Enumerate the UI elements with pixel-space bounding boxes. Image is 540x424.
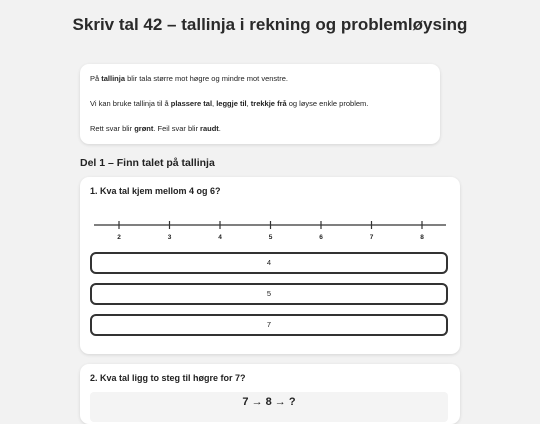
question-card-2 <box>80 364 460 424</box>
answer-option[interactable]: 5 <box>90 283 448 305</box>
intro-paragraph-2 <box>90 99 430 108</box>
intro-bold-gront: grønt <box>134 124 154 133</box>
intro-bold-plassere: plassere tal <box>170 99 213 108</box>
intro-text: . <box>218 124 221 133</box>
number-line <box>80 177 460 247</box>
intro-text: Vi kan bruke tallinja til å <box>90 99 171 108</box>
intro-bold-leggje: leggje til <box>216 99 247 108</box>
intro-text: , <box>246 99 251 108</box>
number-line-label: 2 <box>117 234 121 241</box>
number-line-label: 7 <box>369 234 374 241</box>
intro-text: , <box>212 99 217 108</box>
question-title: 1. Kva tal kjem mellom 4 og 6? <box>90 186 221 196</box>
intro-bold-raudt: raudt <box>200 124 219 133</box>
number-line-label: 3 <box>167 234 172 241</box>
number-line-label: 4 <box>218 234 222 241</box>
intro-paragraph-3 <box>90 124 430 133</box>
expression-text: 7 → 8 → ? <box>242 396 296 408</box>
number-line-label: 6 <box>319 234 323 241</box>
intro-card <box>80 64 440 144</box>
number-line-label: 5 <box>268 234 273 241</box>
intro-text: blir tala større mot høgre og mindre mot venstre. <box>125 74 289 83</box>
intro-text: . Feil svar blir <box>153 124 201 133</box>
page-title: Skriv tal 42 – tallinja i rekning og problemløysing <box>72 15 468 34</box>
section-heading: Del 1 – Finn talet på tallinja <box>80 157 215 169</box>
answer-option[interactable]: 7 <box>90 314 448 336</box>
intro-bold-tallinja: tallinja <box>101 74 126 83</box>
answer-option[interactable]: 4 <box>90 252 448 274</box>
intro-bold-trekkje: trekkje frå <box>250 99 287 108</box>
expression-box <box>90 392 448 422</box>
intro-text: På <box>90 74 102 83</box>
intro-paragraph-1 <box>90 74 430 83</box>
intro-text: Rett svar blir <box>90 124 135 133</box>
question-title: 2. Kva tal ligg to steg til høgre for 7? <box>90 373 246 383</box>
question-card-1 <box>80 177 460 354</box>
intro-text: og løyse enkle problem. <box>286 99 369 108</box>
number-line-label: 8 <box>420 234 424 241</box>
